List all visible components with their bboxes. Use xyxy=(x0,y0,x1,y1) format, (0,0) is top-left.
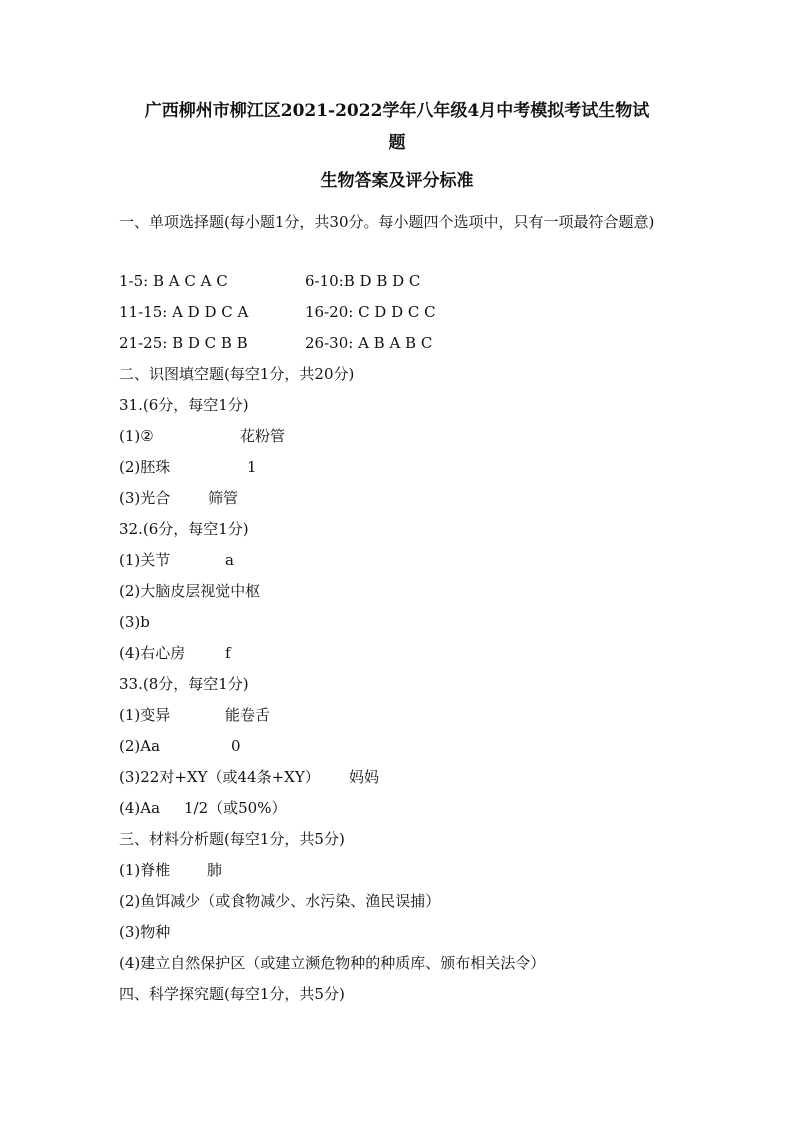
s3-item-1-answer: 肺 xyxy=(207,861,223,879)
document-title-line2: 题 xyxy=(388,133,406,153)
s3-item-4-label: (4)建立自然保护区（或建立濒危物种的种质库、颁布相关法令） xyxy=(119,954,546,972)
q33-item-2-label: (2)Aa xyxy=(119,737,161,755)
q32-item-2-label: (2)大脑皮层视觉中枢 xyxy=(119,582,261,600)
q33-item-4-label: (4)Aa xyxy=(119,799,161,817)
q31-item-1-label: (1)② xyxy=(119,427,154,445)
q32-item-3-label: (3)b xyxy=(119,613,150,631)
q33-header: 33.(8分，每空1分) xyxy=(119,675,249,693)
q31-item-1-answer: 花粉管 xyxy=(240,427,286,445)
q31-item-2-answer: 1 xyxy=(247,458,257,476)
section2-heading: 二、识图填空题(每空1分，共20分) xyxy=(119,365,355,383)
q32-item-1-answer: a xyxy=(225,551,234,569)
q33-item-1-label: (1)变异 xyxy=(119,706,171,724)
q32-item-4-label: (4)右心房 xyxy=(119,644,186,662)
q33-item-4-answer: 1/2（或50%） xyxy=(184,799,287,817)
section3-heading: 三、材料分析题(每空1分，共5分) xyxy=(119,830,345,848)
s3-item-1-label: (1)脊椎 xyxy=(119,861,171,879)
section4-heading: 四、科学探究题(每空1分，共5分) xyxy=(119,985,345,1003)
mc-row-1-left: 1-5: B A C A C xyxy=(119,272,228,290)
mc-row-3-left: 21-25: B D C B B xyxy=(119,334,248,352)
q32-header: 32.(6分，每空1分) xyxy=(119,520,249,538)
document-title-line1: 广西柳州市柳江区2021-2022学年八年级4月中考模拟考试生物试 xyxy=(144,101,650,121)
mc-row-2-left: 11-15: A D D C A xyxy=(119,303,249,321)
s3-item-3-label: (3)物种 xyxy=(119,923,171,941)
q32-item-1-label: (1)关节 xyxy=(119,551,171,569)
q33-item-3-answer: 妈妈 xyxy=(349,768,380,786)
q31-item-3-label: (3)光合 xyxy=(119,489,171,507)
q31-header: 31.(6分，每空1分) xyxy=(119,396,249,414)
mc-row-2-right: 16-20: C D D C C xyxy=(305,303,436,321)
document-subtitle: 生物答案及评分标准 xyxy=(320,171,474,191)
q33-item-2-answer: 0 xyxy=(231,737,241,755)
s3-item-2-label: (2)鱼饵减少（或食物减少、水污染、渔民误捕） xyxy=(119,892,441,910)
mc-row-3-right: 26-30: A B A B C xyxy=(305,334,433,352)
section1-heading: 一、单项选择题(每小题1分，共30分。每小题四个选项中，只有一项最符合题意) xyxy=(119,213,655,231)
q31-item-3-answer: 筛管 xyxy=(208,489,239,507)
q31-item-2-label: (2)胚珠 xyxy=(119,458,171,476)
q32-item-4-answer: f xyxy=(225,644,231,662)
q33-item-1-answer: 能卷舌 xyxy=(225,706,271,724)
q33-item-3-label: (3)22对+XY（或44条+XY） xyxy=(119,768,320,786)
mc-row-1-right: 6-10:B D B D C xyxy=(305,272,421,290)
